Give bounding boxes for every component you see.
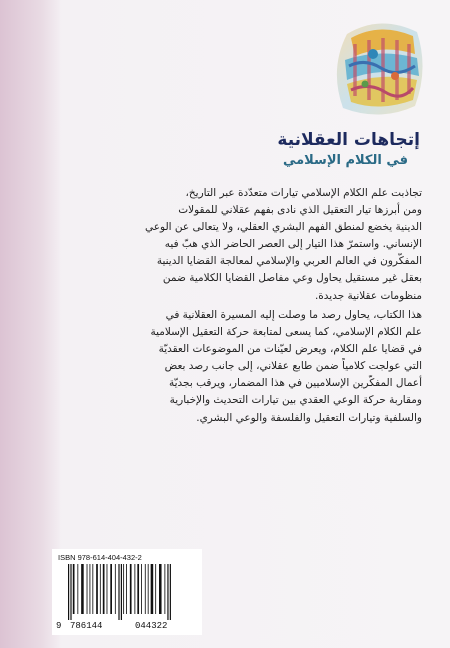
barcode-bar	[81, 564, 84, 614]
barcode-bar	[155, 564, 156, 614]
text-line: أعمال المفكّرين الإسلاميين في هذا المضمار، ويرقب بجديّة	[168, 377, 422, 390]
barcode-bar	[90, 564, 91, 614]
barcode-bar	[100, 564, 101, 614]
text-line: التي عولجت كلامياً ضمن طابع عقلاني، إلى جانب رصد بعض	[164, 360, 422, 373]
barcode-bar	[151, 564, 154, 614]
barcode-bar	[107, 564, 108, 614]
barcode-bar	[96, 564, 98, 614]
barcode-bars	[66, 564, 196, 620]
text-line: ومن أبرزها تيار التعقيل الذي نادى بفهم عقلاني للمقولات	[178, 204, 422, 217]
text-line: بعقل غير مستقيل يحاول وعي مفاصل القضايا الكلامية ضمن	[162, 272, 422, 285]
text-line: في قضايا علم الكلام، ويعرض لعيّنات من الموضوعات العقديّة	[158, 343, 422, 356]
barcode-bar	[73, 564, 75, 614]
side-band	[0, 0, 42, 648]
barcode-bar	[145, 564, 146, 614]
text-line: الدينية يخضع لمنطق الفهم البشري العقلي، ولا يتعالى عن الوعي	[145, 221, 422, 234]
barcode-bar	[103, 564, 105, 614]
blurb-paragraph-1	[50, 185, 422, 305]
barcode-bar	[134, 564, 135, 614]
barcode-group-2: 044322	[135, 621, 168, 631]
title-block	[200, 129, 420, 171]
barcode-group-1: 786144	[70, 621, 103, 631]
text-line: تجاذبت علم الكلام الإسلامي تيارات متعدّدة عبر التاريخ،	[185, 187, 422, 199]
barcode-lead-digit: 9	[56, 621, 62, 631]
barcode-bar	[68, 564, 69, 620]
isbn-label: ISBN 978-614-404-432-2	[58, 553, 142, 562]
barcode-bar	[141, 564, 142, 614]
text-line: المفكّرون في العالم العربي والإسلامي لمعالجة القضايا الدينية	[156, 255, 422, 268]
text-line: منظومات عقلانية جديدة.	[314, 289, 422, 302]
barcode-bar	[126, 564, 127, 614]
barcode-bar	[77, 564, 78, 614]
barcode-bar	[170, 564, 171, 620]
barcode-bar	[164, 564, 165, 614]
barcode-bar	[167, 564, 168, 620]
barcode-bar	[130, 564, 132, 614]
barcode-bar	[115, 564, 116, 614]
barcode-panel	[52, 549, 202, 635]
book-subtitle: في الكلام الإسلامي	[282, 153, 408, 168]
barcode-bar	[92, 564, 93, 614]
text-line: ومقاربة حركة الوعي العقدي بين تيارات التحديث والإخبارية	[169, 394, 422, 407]
barcode-bar	[148, 564, 149, 614]
text-line: هذا الكتاب، يحاول رصد ما وصلت إليه المسيرة العقلانية في	[165, 309, 422, 321]
barcode-bar	[137, 564, 139, 614]
barcode-bar	[118, 564, 119, 620]
barcode-bar	[121, 564, 122, 620]
book-title: إتجاهات العقلانية	[277, 130, 420, 150]
text-line: الإنساني. واستمرّ هذا التيار إلى العصر الحاضر الذي هبّ فيه	[164, 238, 422, 251]
barcode-bar	[123, 564, 124, 614]
text-line: والسلفية وتيارات التعقيل والفلسفة والوعي البشري.	[196, 411, 422, 424]
barcode-bar	[70, 564, 71, 620]
calligraphy-logo	[325, 14, 435, 124]
blurb-paragraph-2	[50, 307, 422, 427]
barcode-bar	[159, 564, 162, 614]
text-line: علم الكلام الإسلامي، كما يسعى لمتابعة حركة التعقيل الإسلامية	[150, 326, 422, 339]
barcode-bar	[110, 564, 112, 614]
barcode-bar	[87, 564, 88, 614]
